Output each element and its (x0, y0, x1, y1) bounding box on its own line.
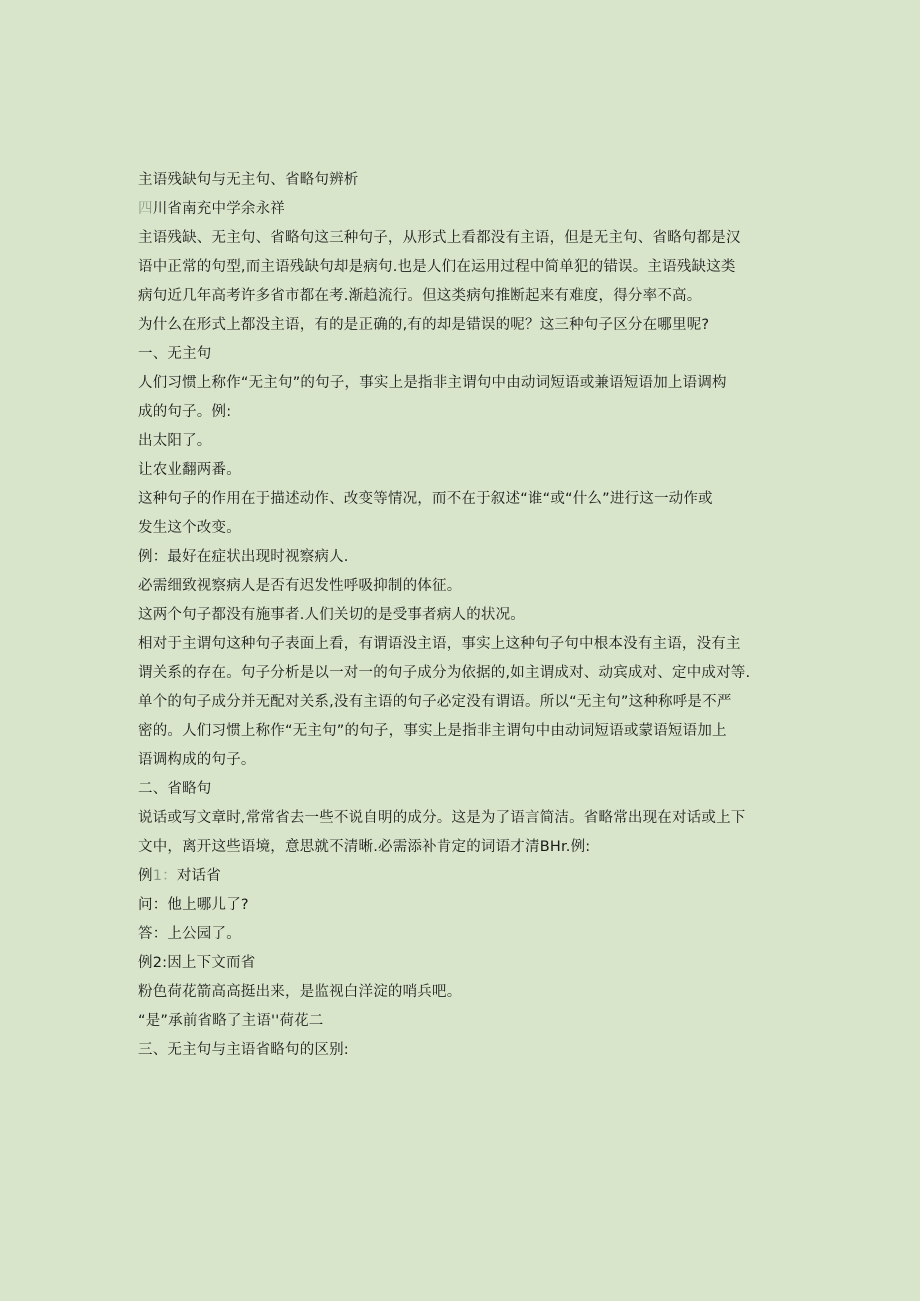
example-1-prefix: 例 (138, 868, 153, 884)
section-heading-3: 三、无主句与主语省略句的区别: (138, 1042, 349, 1058)
example-1-number: 1： (152, 868, 177, 884)
author-name: 川省南充中学余永祥 (152, 201, 286, 217)
example-2-label: 例2:因上下文而省 (138, 955, 256, 971)
example-line: 必需细致视察病人是否有迟发性呼吸抑制的体征。 (138, 578, 462, 594)
paragraph-line: 密的。人们习惯上称作“无主句”的句子，事实上是指非主谓句中由动词短语或蒙语短语加上 (138, 723, 727, 739)
example-line: 例：最好在症状出现时视察病人. (138, 549, 349, 565)
paragraph-line: 这种句子的作用在于描述动作、改变等情况，而不在于叙述“谁“或“什么”进行这一动作或 (138, 491, 713, 507)
section-heading-2: 二、省略句 (138, 781, 212, 797)
paragraph-line: 人们习惯上称作“无主句”的句子，事实上是指非主谓句中由动词短语或兼语短语加上语调构 (138, 375, 727, 391)
paragraph-line: 谓关系的存在。句子分析是以一对一的句子成分为依据的,如主谓成对、动宾成对、定中成对等. (138, 665, 751, 681)
dialogue-answer: 答：上公园了。 (138, 926, 241, 942)
paragraph-line: 主语残缺、无主句、省略句这三种句子，从形式上看都没有主语，但是无主句、省略句都是汉 (138, 230, 741, 246)
paragraph-line: 相对于主谓句这种句子表面上看，有谓语没主语，事实上这种句子句中根本没有主语，没有主 (138, 636, 741, 652)
paragraph-line: 单个的句子成分并无配对关系,没有主语的句子必定没有谓语。所以“无主句”这种称呼是不严 (138, 694, 732, 710)
dialogue-question: 问：他上哪儿了? (138, 897, 249, 913)
paragraph-line: 文中，离开这些语境，意思就不清晰.必需添补肯定的词语才清BHr.例: (138, 839, 591, 855)
document-title: 主语残缺句与无主句、省略句辨析 (138, 172, 359, 188)
example-line: 出太阳了。 (138, 433, 212, 449)
paragraph-line: 这两个句子都没有施事者.人们关切的是受事者病人的状况。 (138, 607, 526, 623)
author-prefix: 四 (138, 201, 153, 217)
paragraph-line: 病句近几年高考许多省市都在考.渐趋流行。但这类病句推断起来有难度，得分率不高。 (138, 288, 702, 304)
paragraph-line: 发生这个改变。 (138, 520, 241, 536)
note-line: “是”承前省略了主语''荷花二 (138, 1013, 324, 1029)
paragraph-line: 语中正常的句型,而主语残缺句却是病句.也是人们在运用过程中简单犯的错误。主语残缺这类 (138, 259, 736, 275)
paragraph-line: 成的句子。例: (138, 404, 232, 420)
example-line: 让农业翻两番。 (138, 462, 241, 478)
document-body (138, 166, 788, 1065)
paragraph-line: 为什么在形式上都没主语，有的是正确的,有的却是错误的呢？这三种句子区分在哪里呢? (138, 317, 710, 333)
paragraph-line: 说话或写文章时,常常省去一些不说自明的成分。这是为了语言简洁。省略常出现在对话或上下 (138, 810, 746, 826)
example-1-label (138, 862, 788, 891)
example-line: 粉色荷花箭高高挺出来，是监视白洋淀的哨兵吧。 (138, 984, 462, 1000)
paragraph-line: 语调构成的句子。 (138, 752, 256, 768)
section-heading-1: 一、无主句 (138, 346, 212, 362)
author-line (138, 195, 788, 224)
example-1-text: 对话省 (176, 868, 221, 884)
